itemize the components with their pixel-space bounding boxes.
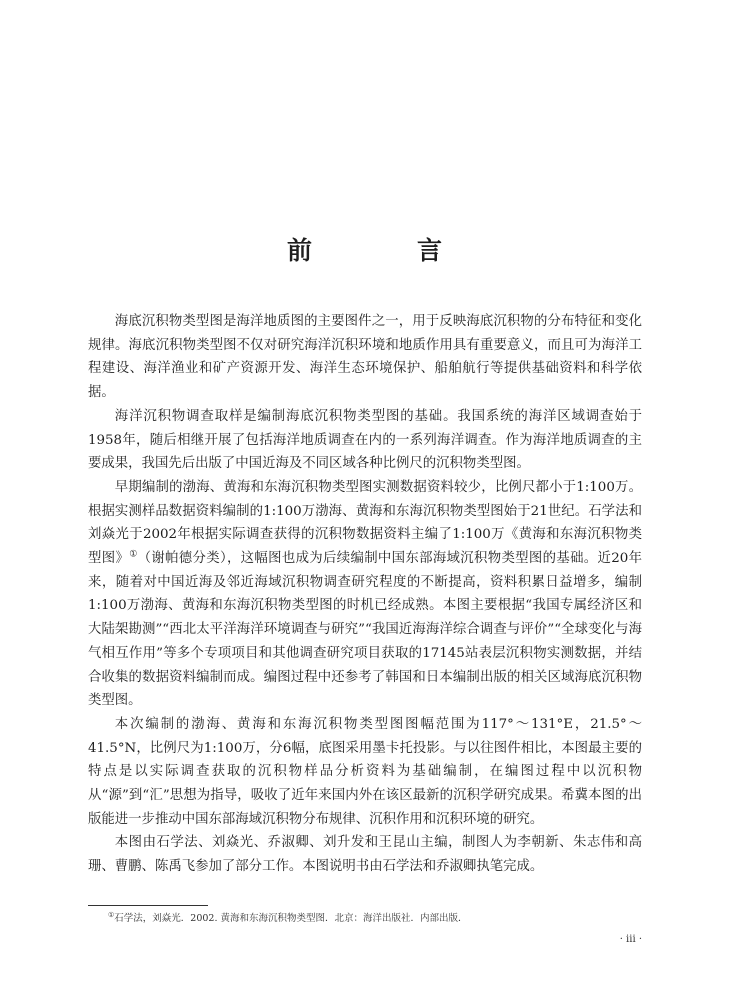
page-number: · iii ·: [619, 934, 642, 945]
footnote-divider: [88, 905, 208, 906]
paragraph-3-text-a: 早期编制的渤海、黄海和东海沉积物类型图实测数据资料较少，比例尺都小于1:100万。根据实测样品数据资料编制的1:100万渤海、黄海和东海沉积物类型图始于21世纪。石学法和刘焱光于2002年根据实际调查获得的沉积物数据资料主编了1:100万《黄海和东海沉积物类型图》: [88, 479, 642, 567]
footnote-reference: ①: [129, 549, 138, 560]
footnote-text: 石学法，刘焱光．2002. 黄海和东海沉积物类型图．北京：海洋出版社．内部出版．: [114, 913, 468, 925]
paragraph-3-text-b: （谢帕德分类），这幅图也成为后续编制中国东部海域沉积物类型图的基础。近20年来，随着对中国近海及邻近海域沉积物调查研究程度的不断提高，资料积累日益增多，编制1:100万渤海、黄海和东海沉积物类型图的时机已经成熟。本图主要根据“我国专属经济区和大陆架勘测”“西北太平洋海洋环境调查与研究”“我国近海海洋综合调查与评价”“全球变化与海气相互作用”等多个专项项目和其他调查研究项目获取的17145站表层沉积物实测数据，并结合收集的数据资料编制而成。编图过程中还参考了韩国和日本编制出版的相关区域海底沉积物类型图。: [88, 551, 643, 709]
paragraph-5: 本图由石学法、刘焱光、乔淑卿、刘升发和王昆山主编，制图人为李朝新、朱志伟和高珊、曹鹏、陈禹飞参加了部分工作。本图说明书由石学法和乔淑卿执笔完成。: [88, 835, 642, 875]
paragraph-4: 本次编制的渤海、黄海和东海沉积物类型图图幅范围为117°～131°E，21.5°～41.5°N，比例尺为1:100万，分6幅，底图采用墨卡托投影。与以往图件相比，本图最主要的特点是以实际调查获取的沉积物样品分析资料为基础编制，在编图过程中以沉积物从“源”到“汇”思想为指导，吸收了近年来国内外在该区最新的沉积学研究成果。希冀本图的出版能进一步推动中国东部海域沉积物分布规律、沉积作用和沉积环境的研究。: [88, 716, 642, 827]
page-title: 前 言: [286, 236, 482, 265]
preface-body: [88, 310, 642, 879]
footnote: [108, 909, 628, 925]
footnote-mark: ①: [108, 911, 115, 919]
paragraph-1: 海底沉积物类型图是海洋地质图的主要图件之一，用于反映海底沉积物的分布特征和变化规律。海底沉积物类型图不仅对研究海洋沉积环境和地质作用具有重要意义，而且可为海洋工程建设、海洋渔业和矿产资源开发、海洋生态环境保护、船舶航行等提供基础资料和科学依据。: [88, 314, 642, 401]
paragraph-2: 海洋沉积物调查取样是编制海底沉积物类型图的基础。我国系统的海洋区域调查始于1958年，随后相继开展了包括海洋地质调查在内的一系列海洋调查。作为海洋地质调查的主要成果，我国先后出版了中国近海及不同区域各种比例尺的沉积物类型图。: [88, 408, 642, 472]
paragraph-3: [88, 476, 642, 713]
